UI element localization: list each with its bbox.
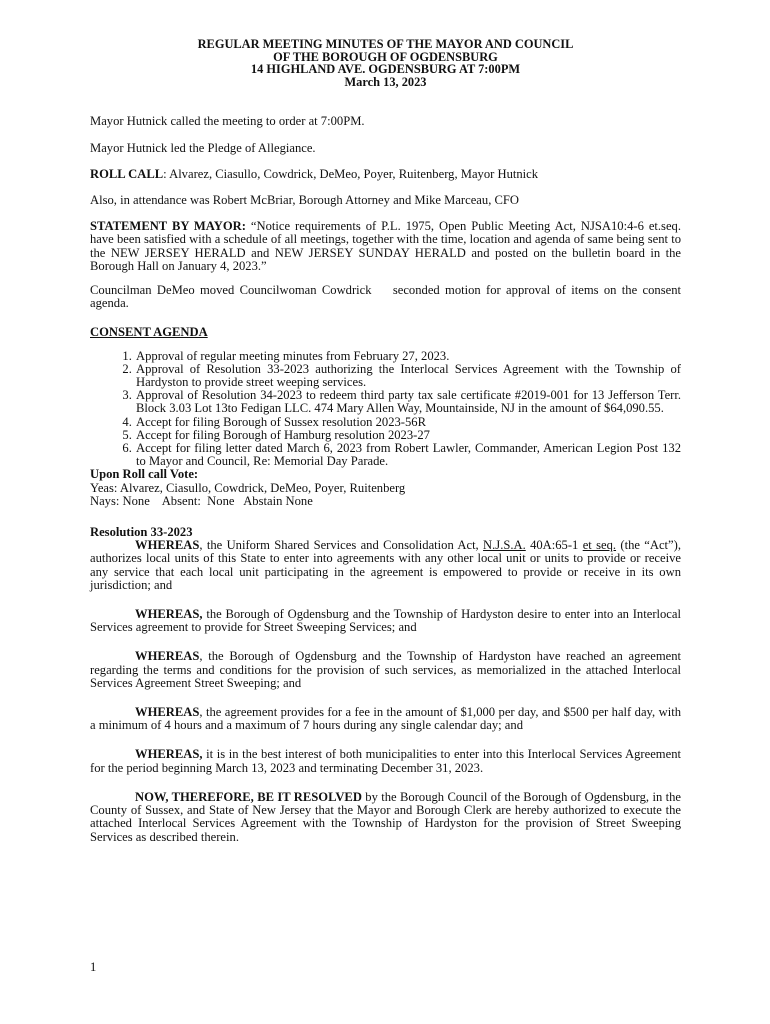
list-item: 4. Accept for filing Borough of Sussex resolution 2023-56R [135, 416, 681, 429]
whereas-label: WHEREAS [135, 705, 200, 720]
whereas-text: 40A:65-1 [525, 538, 583, 553]
list-item: 1. Approval of regular meeting minutes from February 27, 2023. [135, 350, 681, 363]
title-line-2: OF THE BOROUGH OF OGDENSBURG [273, 49, 498, 64]
page-number: 1 [90, 960, 97, 974]
whereas-label: WHEREAS [135, 538, 200, 553]
list-item: 3. Approval of Resolution 34-2023 to redeem third party tax sale certificate #2019-001 for 13 Jefferson Terr. Block 3.03 Lot 13to Fedigan LLC. 474 Mary Allen Way, Mountainside, NJ in the amount of $64,090.55. [135, 389, 681, 415]
statute-citation: N.J.S.A. [483, 538, 526, 553]
roll-call-label: ROLL CALL [90, 166, 164, 181]
statement-text: “Notice requirements of P.L. 1975, Open Public Meeting Act, NJSA10:4-6 et.seq. have been satisfied with a schedule of all meetings, together with the time, location and agenda of same being sent to the NEW JERSEY HERALD and NEW JERSEY SUNDAY HERALD and posted on the bulletin board in the Borough Hall on January 4, 2023.” [90, 219, 681, 273]
whereas-4 [90, 706, 681, 732]
whereas-text: the Borough of Ogdensburg and the Township of Hardyston desire to enter into an Interlocal Services agreement to provide for Street Sweeping Services; and [90, 607, 681, 635]
vote-yeas: Yeas: Alvarez, Ciasullo, Cowdrick, DeMeo, Poyer, Ruitenberg [90, 480, 406, 495]
resolution-section [90, 526, 681, 844]
consent-agenda-heading: CONSENT AGENDA [90, 325, 208, 340]
whereas-2 [90, 608, 681, 634]
whereas-5 [90, 748, 681, 774]
whereas-1 [90, 539, 681, 592]
mayor-statement [90, 220, 681, 273]
whereas-text: , the Uniform Shared Services and Consolidation Act, [199, 538, 484, 553]
list-item: 5. Accept for filing Borough of Hamburg resolution 2023-27 [135, 429, 681, 442]
consent-agenda-list [90, 350, 681, 469]
document-body [90, 37, 685, 844]
et-seq: et seq. [582, 538, 617, 553]
whereas-label: WHEREAS, [135, 607, 203, 622]
resolved-text: by the Borough Council of the Borough of Ogdensburg, in the County of Sussex, and State of New Jersey that the Mayor and Borough Clerk are hereby authorized to execute the attached Interlocal Services Agreement with the Township of Hardyston for the provision of Street Sweeping Services as described therein. [90, 789, 681, 844]
pledge: Mayor Hutnick led the Pledge of Allegiance. [90, 140, 316, 155]
list-item: 6. Accept for filing letter dated March 6, 2023 from Robert Lawler, Commander, American Legion Post 132 to Mayor and Council, Re: Memorial Day Parade. [135, 442, 681, 468]
resolved-label: NOW, THEREFORE, BE IT RESOLVED [135, 789, 362, 804]
title-line-3: 14 HIGHLAND AVE. OGDENSBURG AT 7:00PM [250, 62, 521, 77]
roll-call-text: : Alvarez, Ciasullo, Cowdrick, DeMeo, Poyer, Ruitenberg, Mayor Hutnick [163, 166, 539, 181]
attendance: Also, in attendance was Robert McBriar, Borough Attorney and Mike Marceau, CFO [90, 192, 519, 207]
consent-motion: Councilman DeMeo moved Councilwoman Cowdrick seconded motion for approval of items on the consent agenda. [90, 283, 685, 311]
statement-label: STATEMENT BY MAYOR: [90, 219, 246, 234]
whereas-label: WHEREAS, [135, 747, 203, 762]
vote-heading: Upon Roll call Vote: [90, 467, 199, 482]
call-to-order: Mayor Hutnick called the meeting to order at 7:00PM. [90, 114, 365, 129]
resolved-clause [90, 791, 681, 844]
vote-nays: Nays: None Absent: None Abstain None [90, 493, 313, 508]
whereas-3 [90, 650, 681, 690]
document-title [90, 38, 681, 88]
whereas-text: it is in the best interest of both municipalities to enter into this Interlocal Services Agreement for the period beginning March 13, 2023 and terminating December 31, 2023. [90, 747, 681, 775]
list-item: 2. Approval of Resolution 33-2023 authorizing the Interlocal Services Agreement with the Township of Hardyston to provide street weeping services. [135, 363, 681, 389]
whereas-text: , the agreement provides for a fee in the amount of $1,000 per day, and $500 per half day, with a minimum of 4 hours and a maximum of 7 hours during any single calendar day; and [90, 705, 681, 733]
roll-call [90, 168, 681, 181]
resolution-title: Resolution 33-2023 [90, 525, 193, 540]
whereas-label: WHEREAS [135, 649, 200, 664]
whereas-text: , the Borough of Ogdensburg and the Township of Hardyston have reached an agreement regarding the terms and conditions for the provision of such services, as memorialized in the attached Interlocal Services Agreement Street Sweeping; and [90, 649, 681, 690]
title-line-1: REGULAR MEETING MINUTES OF THE MAYOR AND COUNCIL [197, 37, 574, 51]
meeting-date: March 13, 2023 [344, 74, 427, 89]
whereas-text: (the “Act”), authorizes local units of this State to enter into agreements with any other local unit or units to provide or receive any service that each local unit participating in the agreement is empowered to provide or receive in its own jurisdiction; and [90, 538, 681, 592]
